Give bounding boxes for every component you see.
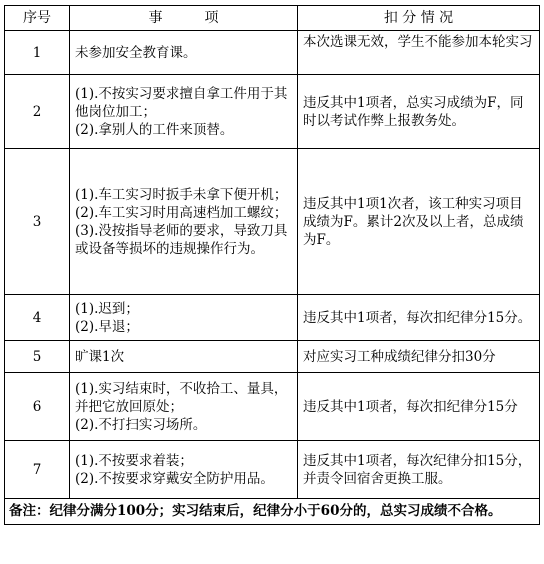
row-index: 2 bbox=[5, 75, 70, 149]
item-line: (1).不按实习要求擅自拿工件用于其他岗位加工； bbox=[75, 85, 288, 120]
row-item bbox=[70, 441, 298, 499]
row-item bbox=[70, 341, 298, 373]
table-row bbox=[5, 441, 540, 499]
item-line: (2).不按要求穿戴安全防护用品。 bbox=[75, 470, 274, 487]
item-line: (1).不按要求着装； bbox=[75, 452, 193, 469]
discipline-penalty-table bbox=[4, 5, 540, 525]
row-penalty: 违反其中1项1次者，该工种实习项目成绩为F。累计2次及以上者，总成绩为F。 bbox=[298, 149, 540, 295]
header-item: 事 项 bbox=[70, 6, 298, 31]
header-index: 序号 bbox=[5, 6, 70, 31]
item-line: (2).拿别人的工件来顶替。 bbox=[75, 121, 234, 138]
item-line: (2).车工实习时用高速档加工螺纹； bbox=[75, 204, 288, 221]
row-index: 4 bbox=[5, 295, 70, 341]
row-item bbox=[70, 149, 298, 295]
item-line: (1).迟到； bbox=[75, 300, 139, 317]
table-row bbox=[5, 295, 540, 341]
table-header-row bbox=[5, 6, 540, 31]
item-line: (3).没按指导老师的要求，导致刀具或设备等损坏的违规操作行为。 bbox=[75, 222, 288, 257]
item-line: (1).实习结束时，不收拾工、量具，并把它放回原处； bbox=[75, 380, 288, 415]
row-item bbox=[70, 31, 298, 75]
row-penalty: 违反其中1项者，每次扣纪律分15分。 bbox=[298, 295, 540, 341]
item-line: 未参加安全教育课。 bbox=[75, 44, 197, 61]
row-item bbox=[70, 295, 298, 341]
row-item bbox=[70, 75, 298, 149]
row-index: 6 bbox=[5, 373, 70, 441]
note-row bbox=[5, 499, 540, 525]
item-line: (2).不打扫实习场所。 bbox=[75, 416, 207, 433]
table-row bbox=[5, 341, 540, 373]
row-penalty: 违反其中1项者，每次扣纪律分15分 bbox=[298, 373, 540, 441]
table-row bbox=[5, 31, 540, 75]
row-penalty: 违反其中1项者，总实习成绩为F，同时以考试作弊上报教务处。 bbox=[298, 75, 540, 149]
table-row bbox=[5, 373, 540, 441]
table-row bbox=[5, 75, 540, 149]
row-item bbox=[70, 373, 298, 441]
row-penalty: 违反其中1项者，每次纪律分扣15分，并责令回宿舍更换工服。 bbox=[298, 441, 540, 499]
table-row bbox=[5, 149, 540, 295]
row-penalty: 本次选课无效，学生不能参加本轮实习 bbox=[298, 31, 540, 75]
row-penalty: 对应实习工种成绩纪律分扣30分 bbox=[298, 341, 540, 373]
header-penalty: 扣 分 情 况 bbox=[298, 6, 540, 31]
row-index: 1 bbox=[5, 31, 70, 75]
item-line: (1).车工实习时扳手未拿下便开机； bbox=[75, 186, 288, 203]
row-index: 3 bbox=[5, 149, 70, 295]
row-index: 7 bbox=[5, 441, 70, 499]
note-text: 备注：纪律分满分100分；实习结束后，纪律分小于60分的，总实习成绩不合格。 bbox=[5, 499, 540, 525]
item-line: 旷课1次 bbox=[75, 348, 125, 365]
item-line: (2).早退； bbox=[75, 318, 139, 335]
discipline-penalty-table-container bbox=[4, 5, 539, 525]
row-index: 5 bbox=[5, 341, 70, 373]
